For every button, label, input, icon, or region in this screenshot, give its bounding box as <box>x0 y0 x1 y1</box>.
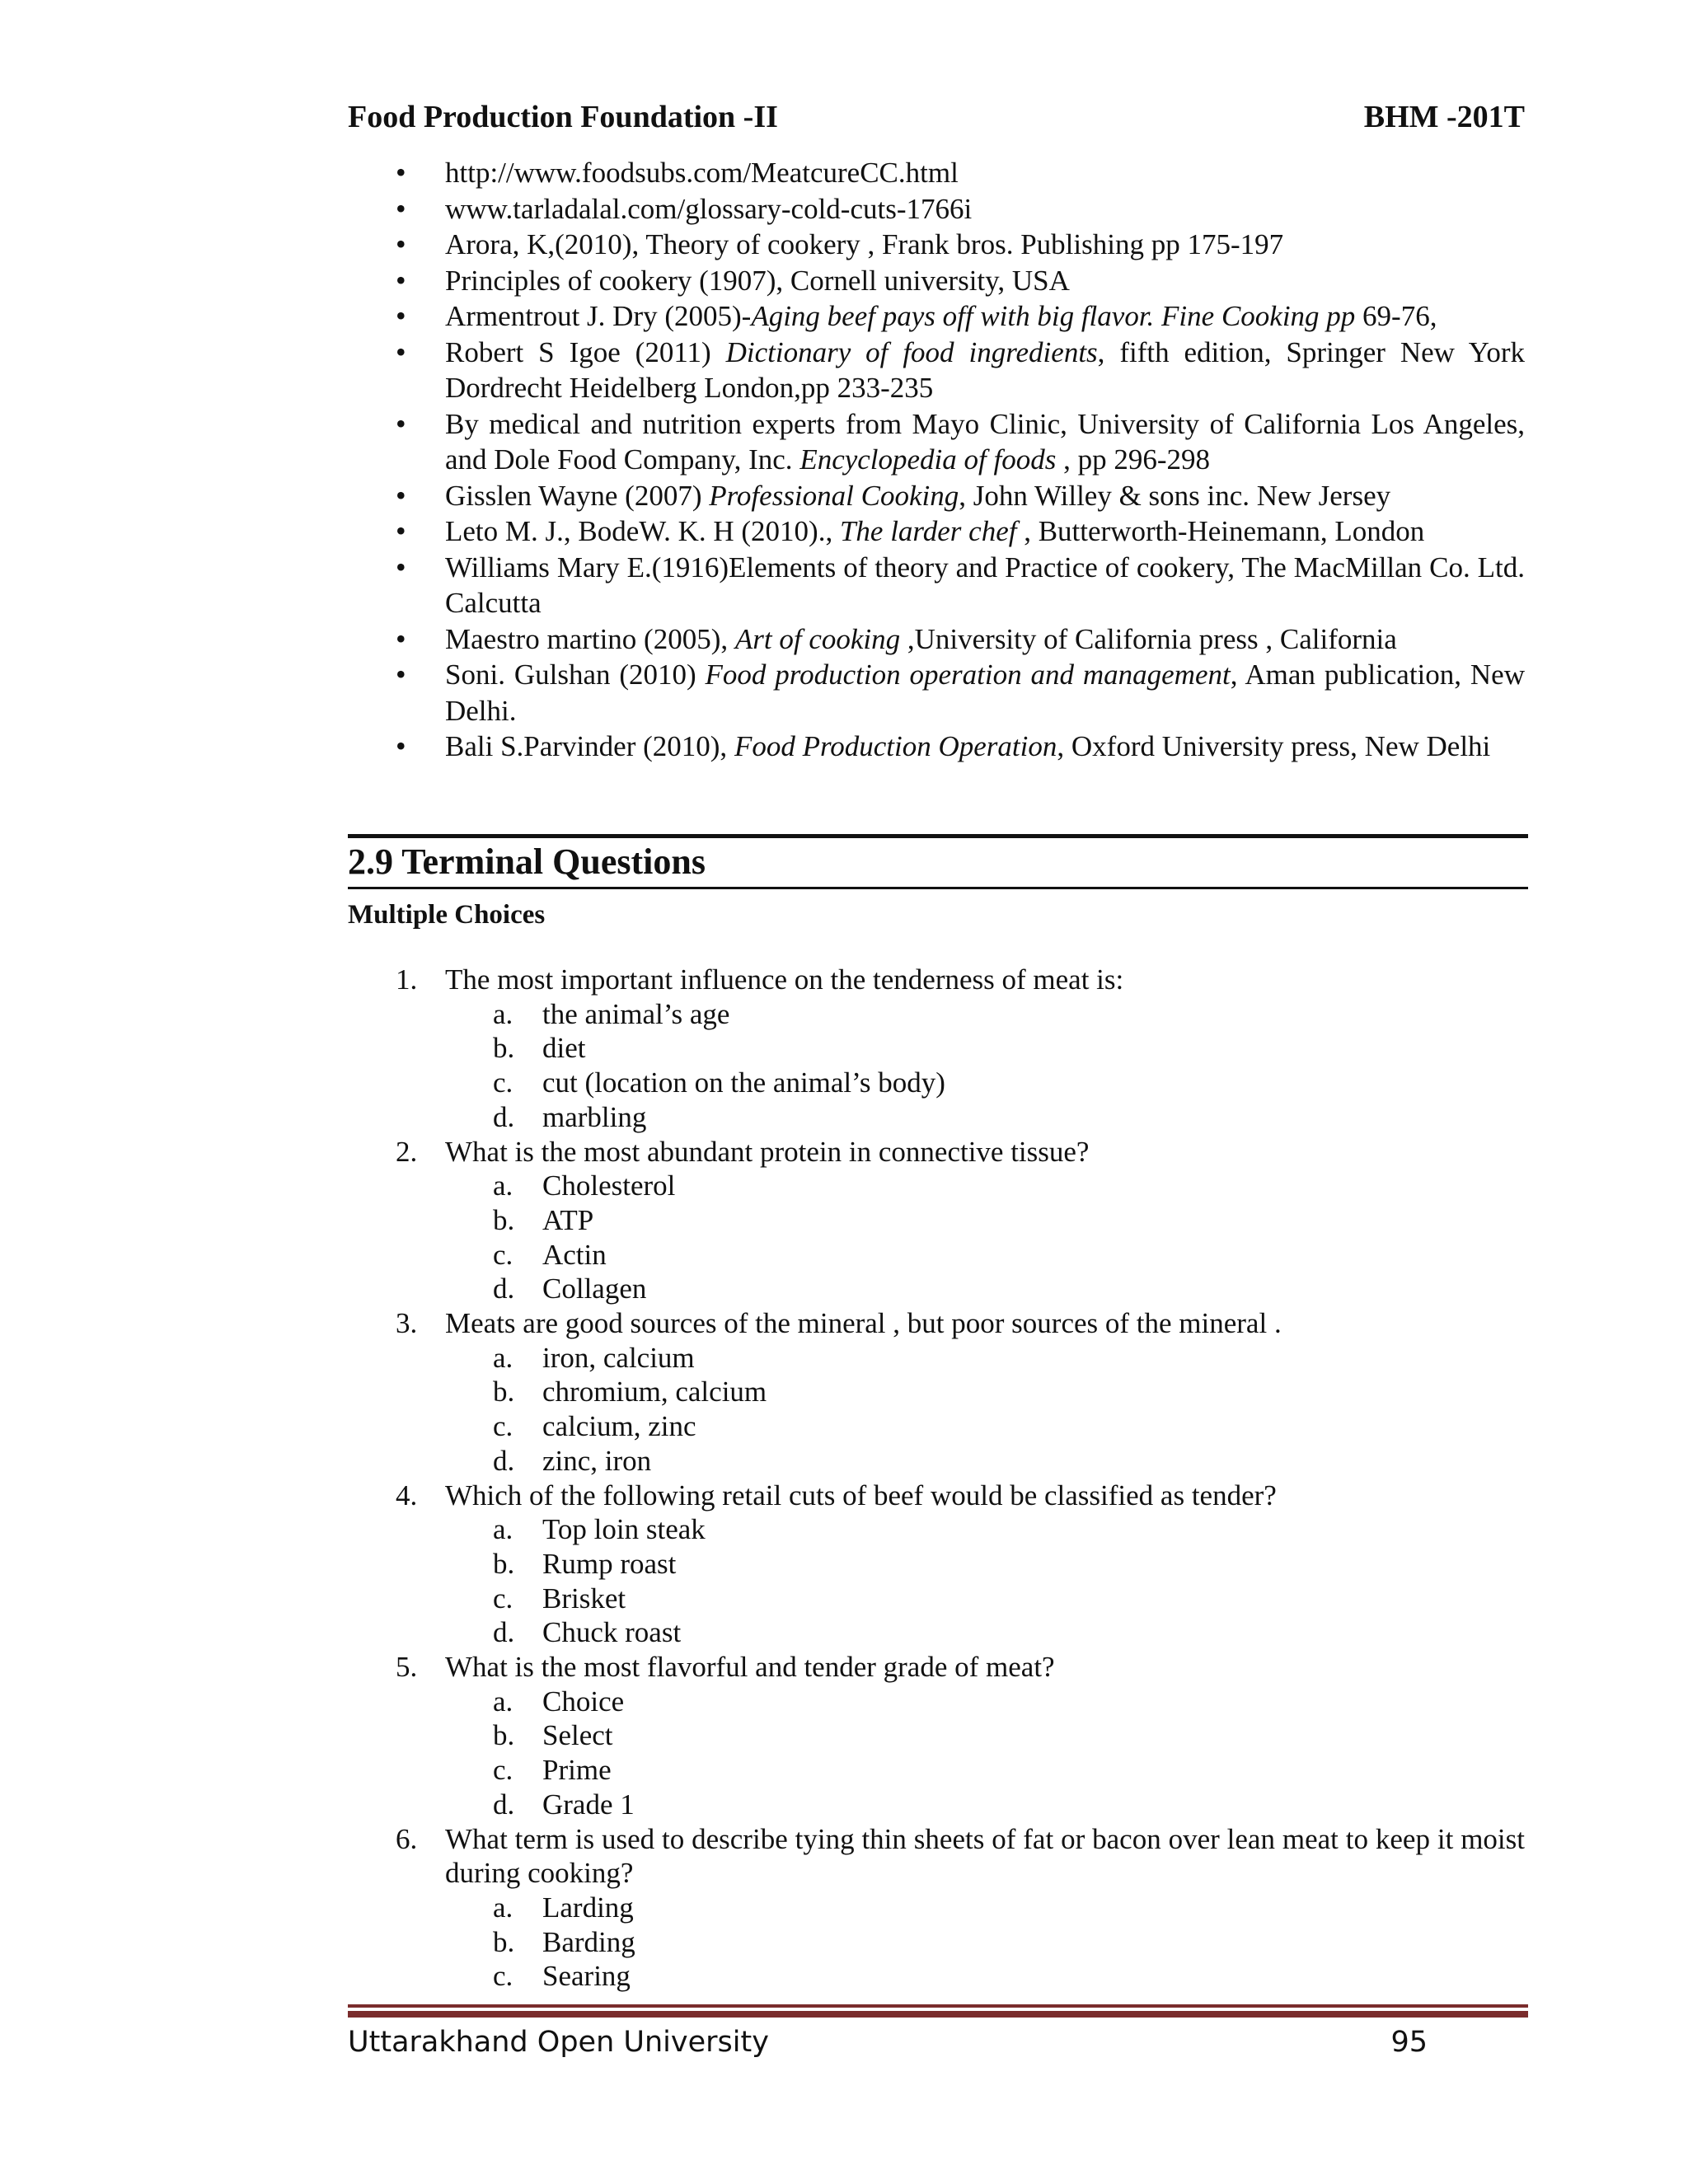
answer-option <box>348 1409 1525 1444</box>
option-letter: b. <box>493 1547 515 1580</box>
option-letter: c. <box>493 1066 513 1099</box>
question-text: The most important influence on the tenderness of meat is: <box>445 963 1124 996</box>
option-letter: b. <box>493 1376 515 1408</box>
reference-text: Leto M. J., BodeW. K. H (2010)., <box>445 515 840 547</box>
reference-text: Robert S Igoe (2011) <box>445 335 726 368</box>
option-text: calcium, zinc <box>542 1410 696 1443</box>
answer-option <box>348 1341 1525 1376</box>
option-letter: a. <box>493 1169 513 1202</box>
reference-item <box>348 191 1525 227</box>
answer-option <box>348 1512 1525 1547</box>
question-text: Which of the following retail cuts of beef would be classified as tender? <box>445 1479 1277 1511</box>
reference-list <box>348 155 1525 765</box>
reference-text: www.tarladalal.com/glossary-cold-cuts-1766i <box>445 192 973 225</box>
option-text: Prime <box>542 1754 612 1787</box>
reference-title: Aging beef pays off with big flavor. Fine Cooking pp <box>751 300 1356 332</box>
answer-option <box>348 1031 1525 1066</box>
question-item <box>348 1479 1525 1513</box>
option-text: Searing <box>542 1960 631 1993</box>
reference-text: , Butterworth-Heinemann, London <box>1016 515 1425 547</box>
option-text: cut (location on the animal’s body) <box>542 1066 945 1099</box>
option-text: Select <box>542 1719 613 1752</box>
question-number: 3. <box>396 1307 418 1340</box>
reference-text: , fifth edition, Springer New York Dordrecht Heidelberg London,pp 233-235 <box>445 335 1525 404</box>
answer-option <box>348 1615 1525 1650</box>
reference-text: Gisslen Wayne (2007) <box>445 479 710 512</box>
option-text: zinc, iron <box>542 1444 652 1477</box>
reference-text: http://www.foodsubs.com/MeatcureCC.html <box>445 157 959 189</box>
option-text: Choice <box>542 1685 625 1718</box>
reference-item <box>348 335 1525 406</box>
option-text: Chuck roast <box>542 1616 682 1649</box>
option-text: Rump roast <box>542 1547 677 1580</box>
reference-title: Art of cooking <box>734 622 901 655</box>
question-item <box>348 963 1525 997</box>
question-number: 4. <box>396 1479 418 1511</box>
option-letter: a. <box>493 997 513 1030</box>
section-rule-bottom <box>348 887 1528 889</box>
answer-option <box>348 1066 1525 1100</box>
option-letter: d. <box>493 1100 515 1133</box>
answer-option <box>348 1685 1525 1719</box>
reference-item <box>348 657 1525 729</box>
answer-option <box>348 1891 1525 1925</box>
reference-item <box>348 478 1525 514</box>
section-rule-top <box>348 834 1528 838</box>
option-letter: d. <box>493 1444 515 1477</box>
option-text: Collagen <box>542 1272 647 1305</box>
answer-option <box>348 1959 1525 1994</box>
reference-text: Armentrout J. Dry (2005)- <box>445 300 752 332</box>
option-letter: a. <box>493 1685 513 1718</box>
option-text: Larding <box>542 1891 634 1924</box>
reference-title: Food production operation and management <box>705 658 1231 691</box>
reference-title: Encyclopedia of foods <box>799 443 1057 476</box>
course-title: Food Production Foundation -II <box>348 100 778 134</box>
reference-title: Dictionary of food ingredients <box>725 335 1098 368</box>
answer-option <box>348 1203 1525 1238</box>
option-letter: c. <box>493 1410 513 1443</box>
page-footer <box>348 2021 1428 2064</box>
reference-text: , John Willey & sons inc. New Jersey <box>959 479 1391 512</box>
reference-text: Arora, K,(2010), Theory of cookery , Frank bros. Publishing pp 175-197 <box>445 228 1284 260</box>
option-letter: b. <box>493 1719 515 1752</box>
answer-option <box>348 1375 1525 1409</box>
option-letter: a. <box>493 1513 513 1546</box>
reference-text: By medical and nutrition experts from Mayo Clinic, University of California Los Angeles, and Dole Food Company, Inc. <box>445 407 1525 476</box>
reference-text: Principles of cookery (1907), Cornell university, USA <box>445 264 1070 297</box>
reference-text: , Aman publication, New Delhi. <box>445 658 1525 727</box>
answer-option <box>348 1547 1525 1582</box>
question-item <box>348 1135 1525 1169</box>
option-text: diet <box>542 1032 586 1065</box>
option-text: ATP <box>542 1203 594 1236</box>
option-text: Grade 1 <box>542 1788 635 1821</box>
option-letter: c. <box>493 1754 513 1787</box>
reference-item <box>348 263 1525 299</box>
page-header <box>348 97 1525 137</box>
question-text: Meats are good sources of the mineral , but poor sources of the mineral . <box>445 1307 1282 1340</box>
course-code: BHM -201T <box>1363 100 1525 134</box>
reference-text: Bali S.Parvinder (2010), <box>445 730 734 762</box>
reference-item <box>348 155 1525 191</box>
reference-text: , pp 296-298 <box>1056 443 1211 476</box>
option-letter: b. <box>493 1203 515 1236</box>
reference-text: Maestro martino (2005), <box>445 622 735 655</box>
answer-option <box>348 1718 1525 1753</box>
reference-item <box>348 298 1525 335</box>
answer-option <box>348 1582 1525 1616</box>
option-letter: b. <box>493 1032 515 1065</box>
answer-option <box>348 1100 1525 1135</box>
option-text: chromium, calcium <box>542 1376 767 1408</box>
answer-option <box>348 1444 1525 1479</box>
footer-rule-thick <box>348 2011 1528 2018</box>
option-letter: d. <box>493 1616 515 1649</box>
question-number: 5. <box>396 1651 418 1684</box>
question-text: What term is used to describe tying thin sheets of fat or bacon over lean meat to keep it moist during cooking? <box>445 1822 1525 1890</box>
answer-option <box>348 1238 1525 1272</box>
option-text: Barding <box>542 1925 635 1958</box>
question-number: 6. <box>396 1822 418 1855</box>
reference-title: Professional Cooking <box>709 479 959 512</box>
option-text: Actin <box>542 1238 607 1271</box>
section-title: 2.9 Terminal Questions <box>348 841 706 882</box>
reference-item <box>348 227 1525 263</box>
question-item <box>348 1650 1525 1685</box>
question-item <box>348 1822 1525 1891</box>
question-list <box>348 963 1525 1994</box>
option-text: Brisket <box>542 1582 626 1615</box>
reference-item <box>348 729 1525 765</box>
option-letter: c. <box>493 1238 513 1271</box>
answer-option <box>348 1753 1525 1788</box>
reference-title: The larder chef <box>839 515 1017 547</box>
reference-item <box>348 550 1525 621</box>
reference-text: Soni. Gulshan (2010) <box>445 658 706 691</box>
option-letter: a. <box>493 1891 513 1924</box>
option-letter: d. <box>493 1788 515 1821</box>
answer-option <box>348 1925 1525 1960</box>
reference-text: , Oxford University press, New Delhi <box>1057 730 1491 762</box>
question-text: What is the most flavorful and tender grade of meat? <box>445 1651 1055 1684</box>
answer-option <box>348 1272 1525 1306</box>
reference-text: Williams Mary E.(1916)Elements of theory and Practice of cookery, The MacMillan Co. Ltd. Calcutta <box>445 551 1525 619</box>
reference-item <box>348 621 1525 658</box>
question-text: What is the most abundant protein in connective tissue? <box>445 1135 1090 1168</box>
option-text: the animal’s age <box>542 997 730 1030</box>
answer-option <box>348 997 1525 1032</box>
university-name: Uttarakhand Open University <box>348 2026 769 2059</box>
reference-text: 69-76, <box>1355 300 1437 332</box>
question-number: 1. <box>396 963 418 996</box>
option-letter: c. <box>493 1582 513 1615</box>
answer-option <box>348 1169 1525 1203</box>
reference-item <box>348 513 1525 550</box>
option-text: Top loin steak <box>542 1513 706 1546</box>
option-text: Cholesterol <box>542 1169 676 1202</box>
option-letter: c. <box>493 1960 513 1993</box>
option-text: marbling <box>542 1100 647 1133</box>
option-letter: d. <box>493 1272 515 1305</box>
reference-item <box>348 406 1525 478</box>
page-number: 95 <box>1390 2026 1428 2059</box>
option-letter: b. <box>493 1925 515 1958</box>
reference-text: ,University of California press , California <box>900 622 1397 655</box>
question-item <box>348 1306 1525 1341</box>
subheading: Multiple Choices <box>348 900 546 930</box>
option-letter: a. <box>493 1341 513 1374</box>
footer-rule <box>348 2004 1528 2008</box>
reference-title: Food Production Operation <box>734 730 1057 762</box>
answer-option <box>348 1788 1525 1822</box>
option-text: iron, calcium <box>542 1341 695 1374</box>
question-number: 2. <box>396 1135 418 1168</box>
